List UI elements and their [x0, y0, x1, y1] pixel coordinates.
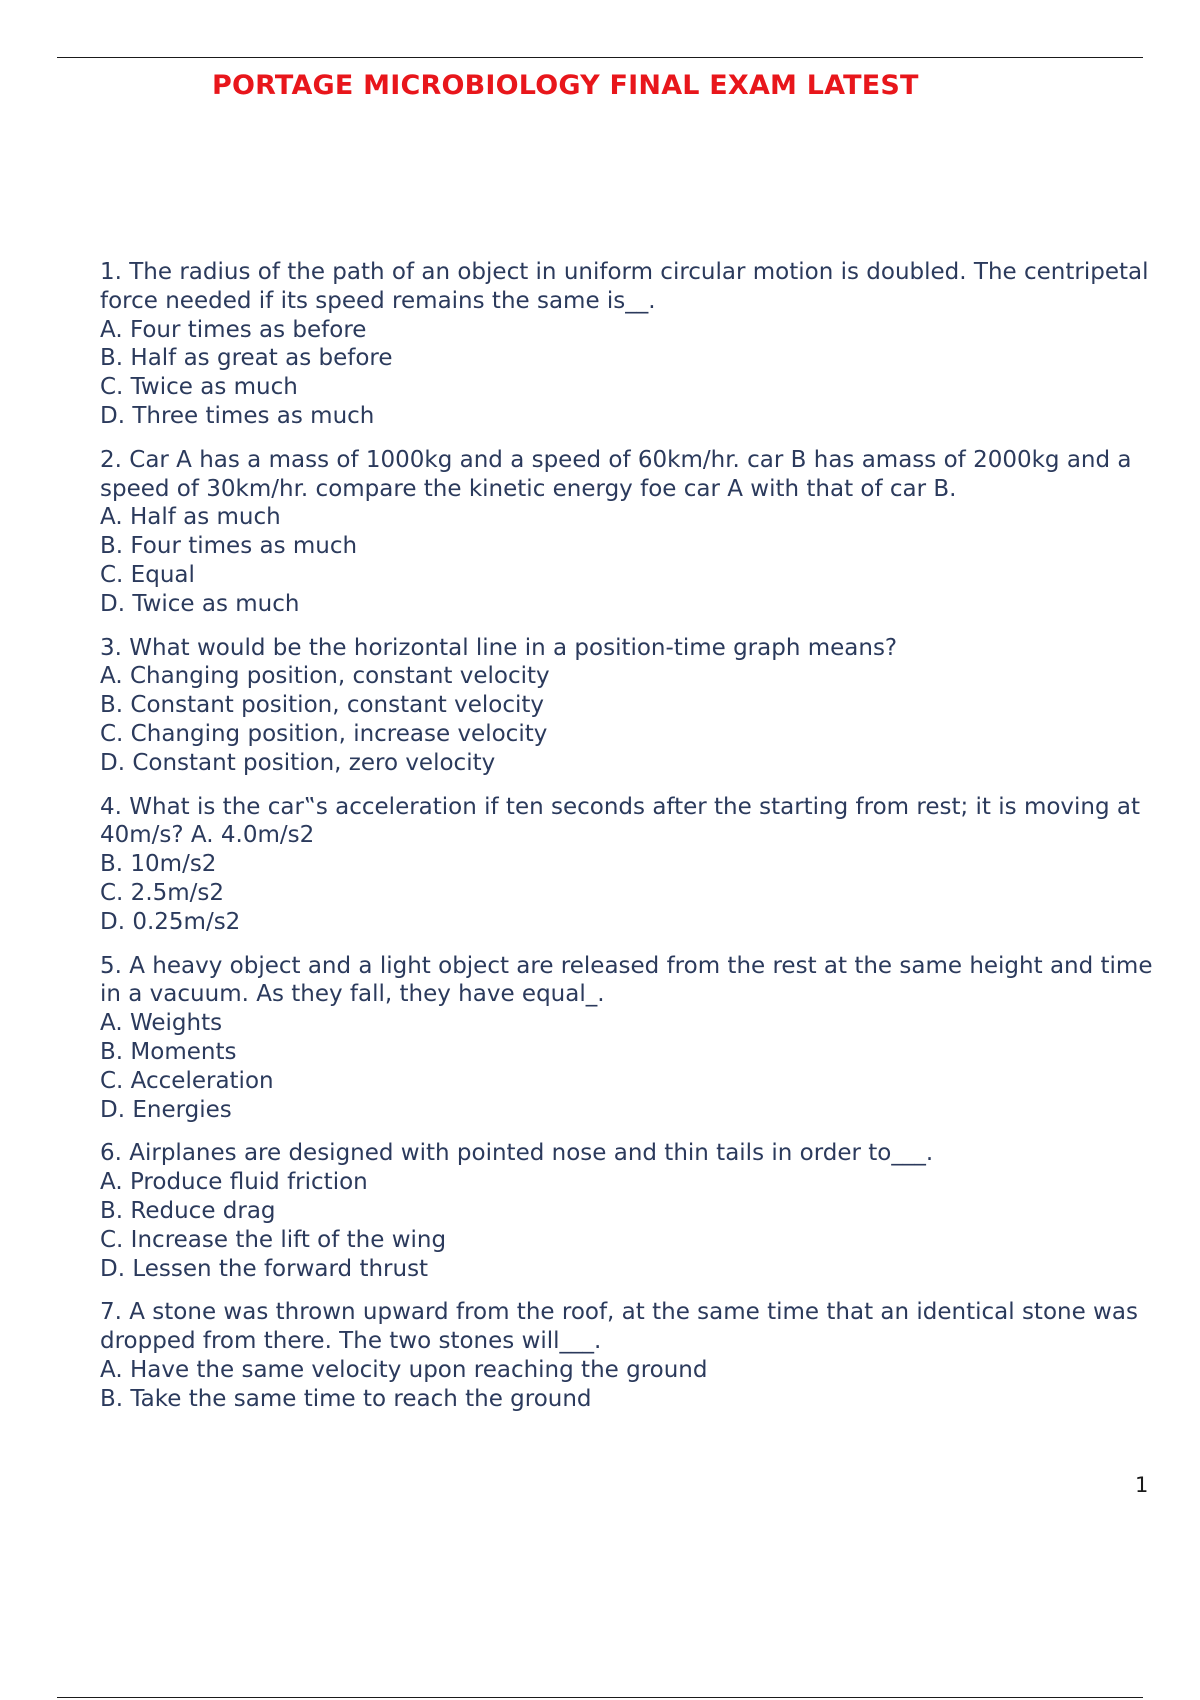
answer-options: [100, 503, 1160, 618]
answer-option-d: D. 0.25m/s2: [100, 908, 241, 935]
answer-option-d: D. Lessen the forward thrust: [100, 1255, 429, 1282]
answer-option-a: A. Produce fluid friction: [100, 1169, 368, 1196]
answer-option-c: C. 2.5m/s2: [100, 879, 225, 906]
question-list: [100, 258, 1160, 1428]
answer-options: [100, 1009, 1160, 1124]
question-stem: 5. A heavy object and a light object are released from the rest at the same height and time in a vacuum. As they fall, they have equal_.: [100, 952, 1153, 1008]
question-4: [100, 793, 1160, 937]
answer-option-a: A. Half as much: [100, 504, 281, 531]
question-stem: 2. Car A has a mass of 1000kg and a speed of 60km/hr. car B has amass of 2000kg and a speed of 30km/hr. compare the kinetic energy foe car A with that of car B.: [100, 446, 1132, 502]
question-stem: 6. Airplanes are designed with pointed nose and thin tails in order to___.: [100, 1140, 934, 1167]
answer-options: [100, 316, 1160, 431]
question-6: [100, 1139, 1160, 1283]
answer-option-b: B. Half as great as before: [100, 345, 393, 372]
answer-option-b: B. Four times as much: [100, 533, 358, 560]
question-stem: 3. What would be the horizontal line in a position-time graph means?: [100, 634, 898, 661]
answer-option-c: C. Acceleration: [100, 1067, 274, 1094]
answer-option-b: B. Take the same time to reach the ground: [100, 1385, 592, 1412]
answer-option-a: A. Four times as before: [100, 316, 367, 343]
question-stem: 1. The radius of the path of an object in uniform circular motion is doubled. The centripetal force needed if its speed remains the same is__.: [100, 259, 1149, 314]
page-number: 1: [1135, 1473, 1149, 1497]
answer-options: [100, 850, 1160, 936]
answer-option-b: B. Moments: [100, 1038, 237, 1065]
answer-options: [100, 662, 1160, 777]
answer-option-c: C. Changing position, increase velocity: [100, 720, 548, 747]
answer-option-d: D. Energies: [100, 1096, 232, 1123]
question-1: [100, 258, 1160, 431]
answer-option-c: C. Equal: [100, 561, 195, 588]
document-title: PORTAGE MICROBIOLOGY FINAL EXAM LATEST: [212, 70, 919, 101]
answer-option-d: D. Twice as much: [100, 590, 300, 617]
answer-options: [100, 1356, 1160, 1414]
answer-option-a: A. Changing position, constant velocity: [100, 663, 550, 690]
question-stem: 4. What is the car‟s acceleration if ten seconds after the starting from rest; it is moving at 40m/s? A. 4.0m/s2: [100, 793, 1141, 849]
question-3: [100, 634, 1160, 778]
answer-option-d: D. Constant position, zero velocity: [100, 749, 496, 776]
answer-option-b: B. Constant position, constant velocity: [100, 692, 545, 719]
answer-options: [100, 1168, 1160, 1283]
question-stem: 7. A stone was thrown upward from the roof, at the same time that an identical stone was dropped from there. The two stones will___.: [100, 1299, 1138, 1355]
question-7: [100, 1298, 1160, 1413]
footer-rule: [57, 1697, 1143, 1698]
answer-option-b: B. 10m/s2: [100, 851, 217, 878]
answer-option-b: B. Reduce drag: [100, 1197, 276, 1224]
question-5: [100, 952, 1160, 1125]
answer-option-c: C. Increase the lift of the wing: [100, 1226, 447, 1253]
answer-option-c: C. Twice as much: [100, 374, 298, 401]
document-title-continuation-text: [212, 100, 439, 101]
document-title-continuation: [212, 100, 450, 114]
question-2: [100, 446, 1160, 619]
answer-option-a: A. Weights: [100, 1010, 223, 1037]
answer-option-a: A. Have the same velocity upon reaching the ground: [100, 1356, 708, 1383]
header-rule: [57, 57, 1143, 58]
answer-option-d: D. Three times as much: [100, 402, 375, 429]
